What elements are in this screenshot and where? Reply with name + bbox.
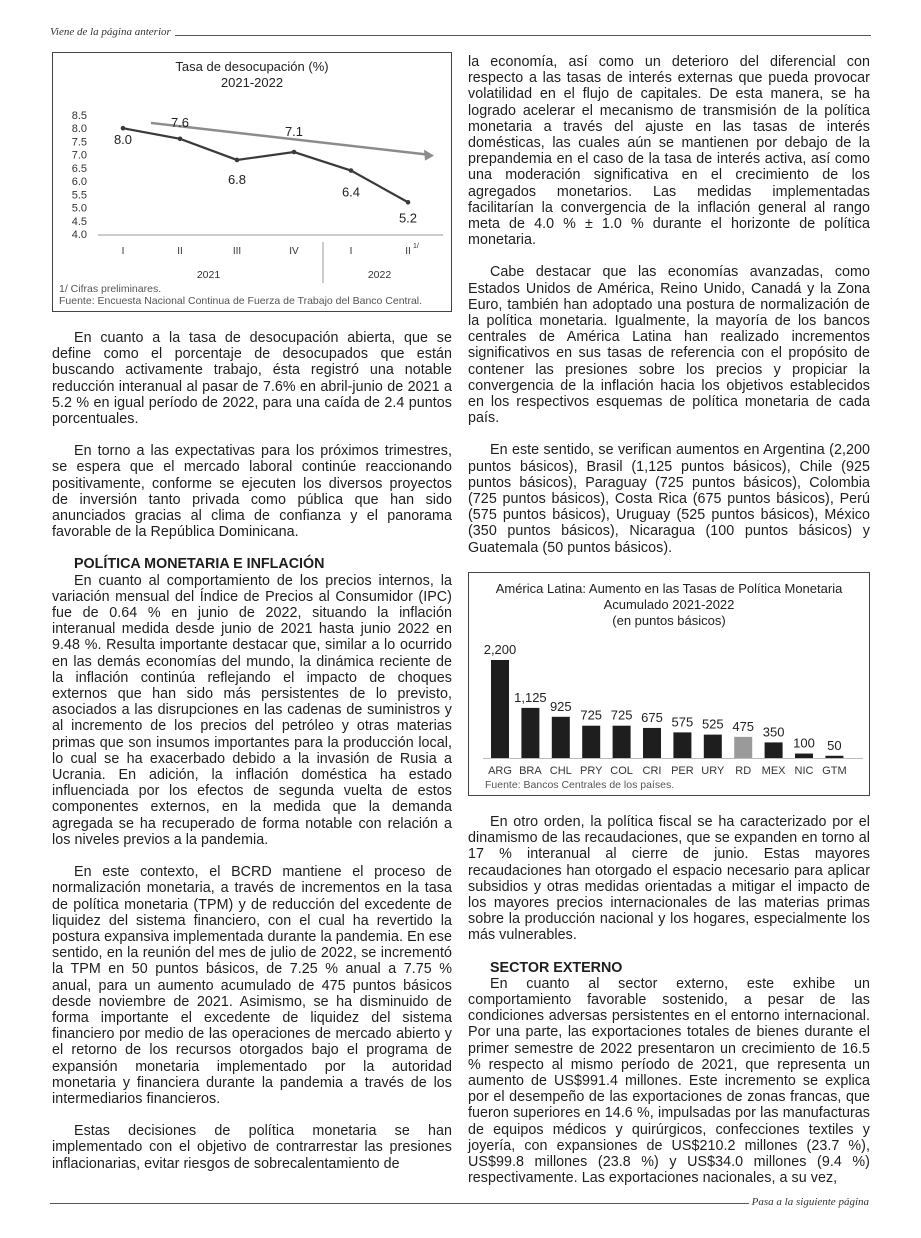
data-point: [349, 168, 354, 173]
policy-rate-chart-title-line3: (en puntos básicos): [612, 612, 726, 628]
x-tick-label: BRA: [519, 764, 542, 777]
y-tick-label: 6.0: [71, 176, 87, 189]
bar: [825, 756, 843, 758]
x-group-label: 2021: [196, 269, 221, 281]
y-tick-label: 7.0: [71, 149, 87, 162]
y-tick-label: 5.5: [71, 189, 87, 202]
x-tick-label: I: [349, 246, 353, 257]
right-column: [468, 54, 870, 1202]
x-tick-label: II: [177, 246, 183, 257]
trend-arrowhead: [424, 150, 434, 161]
y-tick-label: 8.0: [71, 123, 87, 136]
data-label: 575: [671, 714, 694, 730]
y-tick-label: 7.5: [71, 136, 87, 149]
bar: [491, 660, 509, 758]
policy-rate-bar-chart: [469, 633, 869, 783]
series-line: [123, 128, 408, 202]
unemployment-chart-box: [52, 52, 452, 312]
data-point: [121, 126, 126, 131]
paragraph: En este sentido, se verifican aumentos en Argentina (2,200 puntos básicos), Brasil (1,125 puntos básicos), Chile (925 puntos básicos), Paraguay (725 puntos básicos), Colombia (725 puntos básicos), Costa Rica (675 puntos básicos), Perú (575 puntos básicos), Uruguay (525 puntos básicos), México (350 puntos básicos), Nicaragua (100 puntos básicos) y Guatemala (50 puntos básicos).: [468, 442, 870, 556]
bar: [521, 708, 539, 758]
y-tick-label: 6.5: [71, 162, 87, 175]
data-label: 725: [580, 707, 603, 723]
policy-rate-chart-title: [469, 573, 869, 629]
x-tick-label: IV: [289, 246, 299, 257]
paragraph: En cuanto a la tasa de desocupación abierta, que se define como el porcentaje de desocupados que están buscando activamente trabajo, ésta registró una notable reducción interanual al pasar de 7.6% en abril-junio de 2021 a 5.2 % en igual período de 2022, para una caída de 2.4 puntos porcentuales.: [52, 330, 452, 428]
x-tick-label: CRI: [642, 764, 662, 777]
data-label: 925: [549, 698, 572, 714]
data-point: [292, 150, 297, 155]
unemployment-line-chart: [53, 93, 451, 283]
continues-on-note: Pasa a la siguiente página: [751, 1196, 869, 1208]
policy-rate-chart-title-line1: América Latina: Aumento en las Tasas de Política Monetaria: [495, 580, 843, 596]
y-tick-label: 5.0: [71, 202, 87, 215]
bar: [613, 726, 631, 758]
paragraph: En cuanto al comportamiento de los precios internos, la variación mensual del Índice de Precios al Consumidor (IPC) fue de 0.64 % en junio de 2022, situando la inflación interanual medida desde junio de 2021 hasta junio 2022 en 9.48 %. Resulta importante destacar que, similar a lo ocurrido en las demás economías del mundo, la dinámica reciente de la inflación continúa reflejando el impacto de choques externos que han sido más persistentes de lo previsto, asociados a las disrupciones en las cadenas de suministros y al incremento de los precios del petróleo y otras materias primas que son insumos importantes para la producción local, lo cual se ha exacerbado debido a la invasión de Rusia a Ucrania. En adición, la inflación doméstica ha estado influenciada por los efectos de segunda vuelta de estos componentes externos, en la medida que la demanda agregada se ha recuperado de forma notable con relación a los niveles previos a la pandemia.: [52, 572, 452, 848]
data-label: 50: [827, 737, 842, 753]
unemployment-chart-note: 1/ Cifras preliminares.: [59, 283, 162, 295]
unemployment-chart-title-line1: Tasa de desocupación (%): [175, 59, 329, 74]
bar: [734, 737, 752, 758]
paragraph: Cabe destacar que las economías avanzadas, como Estados Unidos de América, Reino Unido, Canadá y la Zona Euro, también han adoptado una postura de normalización de la política monetaria. Igualmente, la mayoría de los bancos centrales de América Latina han realizado incrementos significativos en sus tasas de referencia con el propósito de contener las presiones sobre los precios y propiciar la convergencia de la inflación hacia los objetivos establecidos en los respectivos esquemas de política monetaria de cada país.: [468, 264, 870, 427]
data-label: 475: [732, 718, 755, 734]
policy-rate-chart-title-line2: Acumulado 2021-2022: [603, 596, 735, 612]
continued-from-note: Viene de la página anterior: [50, 26, 171, 38]
unemployment-chart-title: [53, 53, 451, 91]
paragraph: la economía, así como un deterioro del diferencial con respecto a las tasas de interés externas que pueda provocar volatilidad en el flujo de capitales. De esta manera, se ha logrado acelerar el mecanismo de transmisión de la política monetaria a través del ajuste en las tasas de interés domésticas, las cuales aún se mantienen por debajo de la prepandemia en el caso de la tasa de interés activa, así como una moderación significativa en el crecimiento de los agregados monetarios. Las medidas implementadas facilitarían la convergencia de la inflación general al rango meta de 4.0 % ± 1.0 % durante el horizonte de política monetaria.: [468, 54, 870, 249]
data-point: [235, 158, 240, 163]
bar: [643, 728, 661, 758]
left-column: [52, 52, 452, 1188]
paragraph: En este contexto, el BCRD mantiene el proceso de normalización monetaria, a través de incrementos en la tasa de política monetaria (TPM) y de reducción del excedente de liquidez del sistema financiero, con el cual ha revertido la postura expansiva implementada durante la pandemia. En ese sentido, en la reunión del mes de julio de 2022, se incrementó la TPM en 50 puntos básicos, de 7.25 % anual a 7.75 % anual, para un aumento acumulado de 475 puntos básicos desde noviembre de 2021. Asimismo, se ha disminuido de forma importante el excedente de liquidez del sistema financiero por medio de las operaciones de mercado abierto y el retorno de los recursos otorgados bajo el programa de expansión monetaria implementado por la autoridad monetaria y financiera durante la pandemia a través de los intermediarios financieros.: [52, 864, 452, 1107]
header-rule: [175, 35, 871, 36]
unemployment-chart-title-line2: 2021-2022: [220, 75, 284, 90]
unemployment-chart-source: Fuente: Encuesta Nacional Continua de Fuerza de Trabajo del Banco Central.: [59, 295, 423, 307]
data-label: 7.1: [284, 124, 304, 140]
x-tick-label: URY: [701, 764, 725, 777]
policy-rate-chart-box: [468, 572, 870, 796]
data-label: 7.6: [170, 114, 190, 130]
data-label: 525: [701, 716, 724, 732]
data-label: 675: [641, 709, 663, 725]
x-tick-label: PER: [671, 764, 694, 777]
data-point: [178, 137, 183, 142]
x-tick-label: III: [232, 246, 242, 257]
x-tick-label: COL: [610, 764, 633, 777]
footer-rule: [50, 1203, 749, 1204]
x-tick-label: CHL: [549, 764, 572, 777]
data-label: 350: [762, 724, 785, 740]
y-tick-label: 8.5: [71, 110, 87, 122]
data-label: 100: [793, 735, 815, 751]
x-tick-label: PRY: [579, 764, 603, 777]
bar: [765, 742, 783, 758]
bar: [704, 735, 722, 758]
x-tick-label: NIC: [794, 764, 814, 777]
y-tick-label: 4.0: [71, 229, 87, 241]
y-tick-label: 4.5: [71, 215, 87, 228]
data-label: 5.2: [398, 210, 418, 226]
x-tick-label: II: [405, 246, 411, 257]
paragraph: En torno a las expectativas para los próximos trimestres, se espera que el mercado laboral continúe reaccionando positivamente, conforme se ejecuten los diversos proyectos de inversión tanto privada como pública que han sido anunciados gracias al clima de confianza y el panorama favorable de la República Dominicana.: [52, 443, 452, 541]
section-heading-external-sector: SECTOR EXTERNO: [490, 959, 623, 976]
paragraph: En otro orden, la política fiscal se ha caracterizado por el dinamismo de las recaudaciones, que se expanden en torno al 17 % interanual al cierre de junio. Estas mayores recaudaciones han otorgado el espacio necesario para aplicar subsidios y otras medidas orientadas a mitigar el impacto de los mayores precios internacionales de las materias primas sobre la producción nacional y los hogares, especialmente los más vulnerables.: [468, 813, 870, 944]
paragraph: En cuanto al sector externo, este exhibe un comportamiento favorable sostenido, a pesar de las condiciones adversas persistentes en el entorno internacional. Por una parte, las exportaciones totales de bienes durante el primer semestre de 2022 presentaron un crecimiento de 16.5 % respecto al mismo período de 2021, que representa un aumento de US$991.4 millones. Este incremento se explica por el desempeño de las exportaciones de zonas francas, que fueron superiores en 14.6 %, impulsadas por las manufacturas de equipos médicos y quirúrgicos, confecciones textiles y joyería, con expansiones de US$210.2 millones (23.7 %), US$99.8 millones (23.8 %) y US$34.0 millones (9.4 %) respectivamente. Las exportaciones nacionales, a su vez,: [468, 975, 870, 1187]
bar: [795, 753, 813, 757]
data-point: [406, 200, 411, 205]
data-label: 1,125: [514, 689, 547, 705]
x-tick-label: RD: [735, 764, 752, 777]
data-label: 725: [610, 707, 633, 723]
x-tick-superscript: 1/: [413, 243, 419, 250]
x-group-label: 2022: [367, 269, 392, 281]
x-tick-label: MEX: [761, 764, 786, 777]
bar: [673, 732, 691, 758]
data-label: 8.0: [113, 132, 133, 148]
x-tick-label: GTM: [822, 764, 847, 777]
policy-rate-chart-source: Fuente: Bancos Centrales de los países.: [485, 778, 675, 791]
section-heading-monetary-policy: POLÍTICA MONETARIA E INFLACIÓN: [74, 556, 325, 573]
x-tick-label: ARG: [488, 764, 512, 777]
paragraph: Estas decisiones de política monetaria se han implementado con el objetivo de contrarrestar las presiones inflacionarias, evitar riesgos de sobrecalentamiento de: [52, 1123, 452, 1172]
bar: [552, 717, 570, 758]
x-tick-label: I: [121, 246, 125, 257]
data-label: 6.4: [341, 184, 361, 200]
bar: [582, 726, 600, 758]
data-label: 6.8: [227, 171, 247, 187]
data-label: 2,200: [483, 641, 517, 657]
